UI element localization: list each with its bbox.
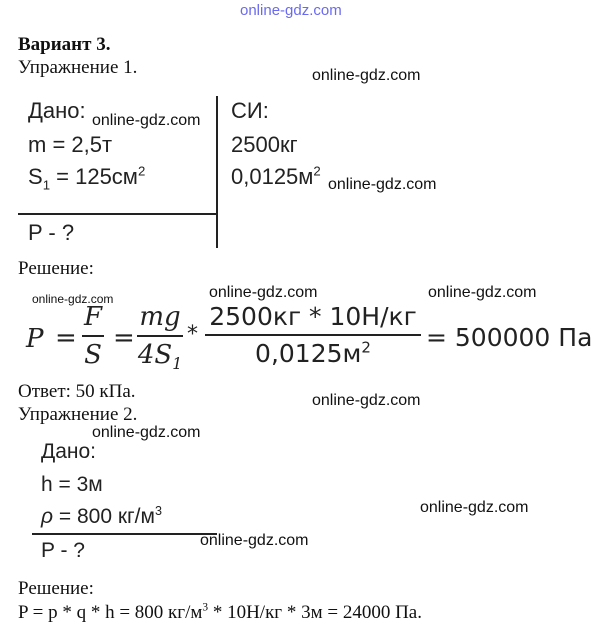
given-label: Дано: bbox=[28, 98, 86, 123]
watermark: online-gdz.com bbox=[209, 284, 318, 301]
fraction-numerator: 2500кг * 10Н/кг bbox=[209, 302, 417, 331]
given-area: $S_1 = 125см^2$ bbox=[28, 163, 146, 193]
given-mass: m = 2,5т bbox=[28, 132, 113, 157]
watermark: online-gdz.com bbox=[420, 499, 529, 516]
si-area: $0,0125м^2$ bbox=[231, 163, 321, 189]
answer: Ответ: 50 кПа. bbox=[18, 381, 136, 402]
watermark: online-gdz.com bbox=[200, 532, 309, 549]
solution-label: Решение: bbox=[18, 258, 94, 279]
formula-lhs: P bbox=[26, 324, 44, 354]
given-density: ρ = 800 $кг/м^3$ bbox=[41, 504, 162, 528]
formula-result: = 500000 Па bbox=[426, 323, 593, 352]
given-height: h = 3м bbox=[41, 473, 103, 496]
fraction-f-over-s bbox=[82, 302, 104, 370]
solution-formula-2: P = p * q * h = 800 $кг/м^3 * 10Н/кг * 3м = 24000$ Па. bbox=[18, 601, 422, 623]
exercise-1-title: Упражнение 1. bbox=[18, 57, 138, 78]
fraction-denominator: $4S_1$ bbox=[137, 340, 183, 374]
formula-times: * bbox=[187, 322, 198, 347]
given-divider bbox=[18, 213, 218, 215]
given-label-2: Дано: bbox=[41, 440, 97, 463]
fraction-denominator: S bbox=[84, 340, 102, 370]
watermark-top: online-gdz.com bbox=[240, 2, 342, 19]
formula-eq-2: = bbox=[113, 323, 135, 353]
si-mass: 2500кг bbox=[231, 132, 298, 157]
si-divider bbox=[216, 96, 218, 248]
fraction-numerator: mg bbox=[139, 302, 181, 332]
watermark: online-gdz.com bbox=[312, 392, 421, 409]
fraction-mg-over-4s bbox=[137, 302, 183, 374]
fraction-denominator: $0,0125м^2$ bbox=[255, 338, 371, 368]
si-label: СИ: bbox=[231, 98, 269, 123]
find-pressure: P - ? bbox=[28, 220, 75, 245]
exercise-2-title: Упражнение 2. bbox=[18, 404, 138, 425]
watermark: online-gdz.com bbox=[92, 424, 201, 441]
fraction-numeric bbox=[205, 302, 421, 368]
find-pressure-2: P - ? bbox=[41, 539, 85, 562]
formula-eq-1: = bbox=[55, 323, 77, 353]
watermark: online-gdz.com bbox=[328, 176, 437, 193]
fraction-numerator: F bbox=[83, 302, 103, 332]
watermark: online-gdz.com bbox=[32, 292, 114, 306]
watermark: online-gdz.com bbox=[312, 67, 421, 84]
variant-title: Вариант 3. bbox=[18, 34, 111, 55]
watermark: online-gdz.com bbox=[428, 284, 537, 301]
watermark: online-gdz.com bbox=[92, 112, 201, 129]
solution-label-2: Решение: bbox=[18, 578, 94, 599]
given-divider-2 bbox=[32, 533, 217, 535]
